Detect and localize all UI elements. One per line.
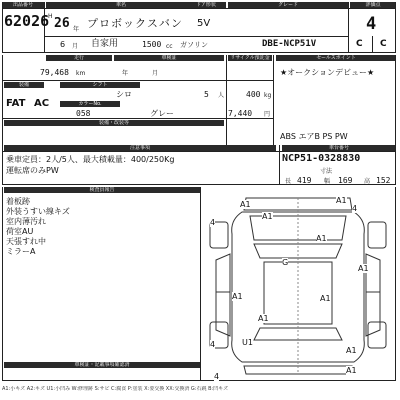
damage-mark: A1 — [346, 346, 357, 355]
note: 荷室AU — [6, 227, 34, 236]
month-unit: 月 — [72, 43, 79, 50]
doors-label: ドア形状 — [186, 2, 226, 8]
damage-mark: A1 — [346, 366, 357, 375]
era-letter: H — [48, 13, 53, 20]
damage-mark: G — [282, 258, 289, 267]
note: 外装うすい線キズ — [6, 207, 70, 216]
height: 152 — [376, 176, 391, 185]
car-name: プロボックスバン — [87, 17, 183, 30]
equipment-label: 装備 — [4, 82, 44, 88]
exterior-grade: C — [380, 39, 387, 49]
recycle-label: リサイクル預託金 — [228, 55, 272, 61]
height-unit: 高 — [364, 178, 371, 185]
recycle-fee: 7,440 — [228, 109, 253, 118]
wheel-rear-right — [368, 322, 386, 348]
displacement-unit: cc — [166, 43, 173, 50]
recycle-unit: 円 — [264, 111, 271, 118]
color-no: 058 — [76, 109, 91, 118]
length: 419 — [297, 176, 312, 185]
note: 着板跡 — [6, 197, 30, 206]
load: 400 — [246, 90, 261, 99]
sales-point: ★オークションデビュー★ — [280, 68, 375, 77]
damage-mark: 4 — [210, 340, 216, 349]
options: ABS エアB PS PW — [280, 132, 348, 141]
model: DBE-NCP51V — [262, 39, 317, 49]
mileage: 79,468 — [40, 68, 69, 77]
use: 自家用 — [91, 39, 119, 49]
displacement: 1500 — [142, 40, 162, 49]
color-name: グレー — [150, 109, 174, 118]
damage-mark: 4 — [210, 218, 216, 227]
grade-label: グレード — [228, 2, 348, 8]
fuel: ガソリン — [180, 41, 208, 49]
transmission: FAT — [6, 98, 26, 109]
capacity: 5 — [204, 90, 209, 99]
damage-mark: A1 — [232, 292, 243, 301]
dims-label: 寸法 — [320, 168, 333, 175]
damage-mark: A1 — [316, 234, 327, 243]
doors: 5V — [197, 18, 211, 29]
color-label: カラーNo. — [60, 101, 120, 107]
inspection-month-unit: 月 — [152, 70, 159, 77]
name-label: 車名 — [46, 2, 196, 8]
year-unit: 年 — [73, 26, 80, 33]
year: 26 — [54, 16, 70, 31]
aircon: AC — [34, 98, 50, 109]
note: ミラーA — [6, 247, 36, 256]
mileage-label: 走行 — [46, 55, 112, 61]
width-unit: 幅 — [324, 178, 331, 185]
damage-mark: 4 — [352, 204, 358, 213]
damage-mark: A1 — [240, 200, 251, 209]
mileage-unit: km — [76, 70, 86, 77]
damage-mark: A1 — [258, 314, 269, 323]
damage-mark: 4 — [214, 372, 220, 381]
interior-grade: C — [356, 39, 363, 49]
lot-number: 62026 — [4, 12, 50, 30]
score-label: 評価点 — [350, 2, 396, 8]
chassis-label: 車台番号 — [282, 145, 396, 151]
month: 6 — [60, 40, 66, 49]
remarks-label: 注意事項 — [4, 145, 276, 151]
inspection-footer: 車検証・記載事項確認済 — [4, 362, 200, 368]
damage-mark: U1 — [242, 338, 253, 347]
wheel-front-right — [368, 222, 386, 248]
length-unit: 長 — [285, 178, 292, 185]
damage-mark: A1 — [262, 212, 273, 221]
capacity-unit: 人 — [218, 92, 225, 99]
note: 天張すれ中 — [6, 237, 46, 246]
remarks-line2: 運転席のみPW — [6, 166, 59, 175]
load-unit: kg — [264, 92, 272, 99]
inspection-label: 車検証 — [114, 55, 224, 61]
width: 169 — [338, 176, 353, 185]
inspection-notes — [6, 197, 70, 257]
damage-mark: A1 — [336, 196, 347, 205]
note: 室内薄汚れ — [6, 217, 46, 226]
damage-mark: A1 — [320, 294, 331, 303]
damage-mark: A1 — [358, 264, 369, 273]
chassis-number: NCP51-0328830 — [282, 153, 361, 164]
score: 4 — [366, 14, 377, 34]
lot-label: 出品番号 — [2, 2, 44, 8]
inspection-notes-label: 検査員報告 — [4, 187, 200, 193]
remarks-line1: 乗車定員：2人/5人、最大積載量：400/250Kg — [6, 155, 175, 164]
sales-label: セールスポイント — [276, 55, 396, 61]
shift-label: シフト — [60, 82, 140, 88]
damage-legend: A1:小キズ A2:キズ U1:小凹み W:修理跡 S:サビ C:腐食 P:塗装 X:要交換 XX:交換済 G:石跳 B:凹キズ — [2, 386, 229, 392]
car-damage-diagram — [202, 190, 394, 378]
inspection-year-unit: 年 — [122, 70, 129, 77]
options-label: 装備・改装等 — [4, 120, 224, 126]
shift: シロ — [116, 90, 132, 99]
